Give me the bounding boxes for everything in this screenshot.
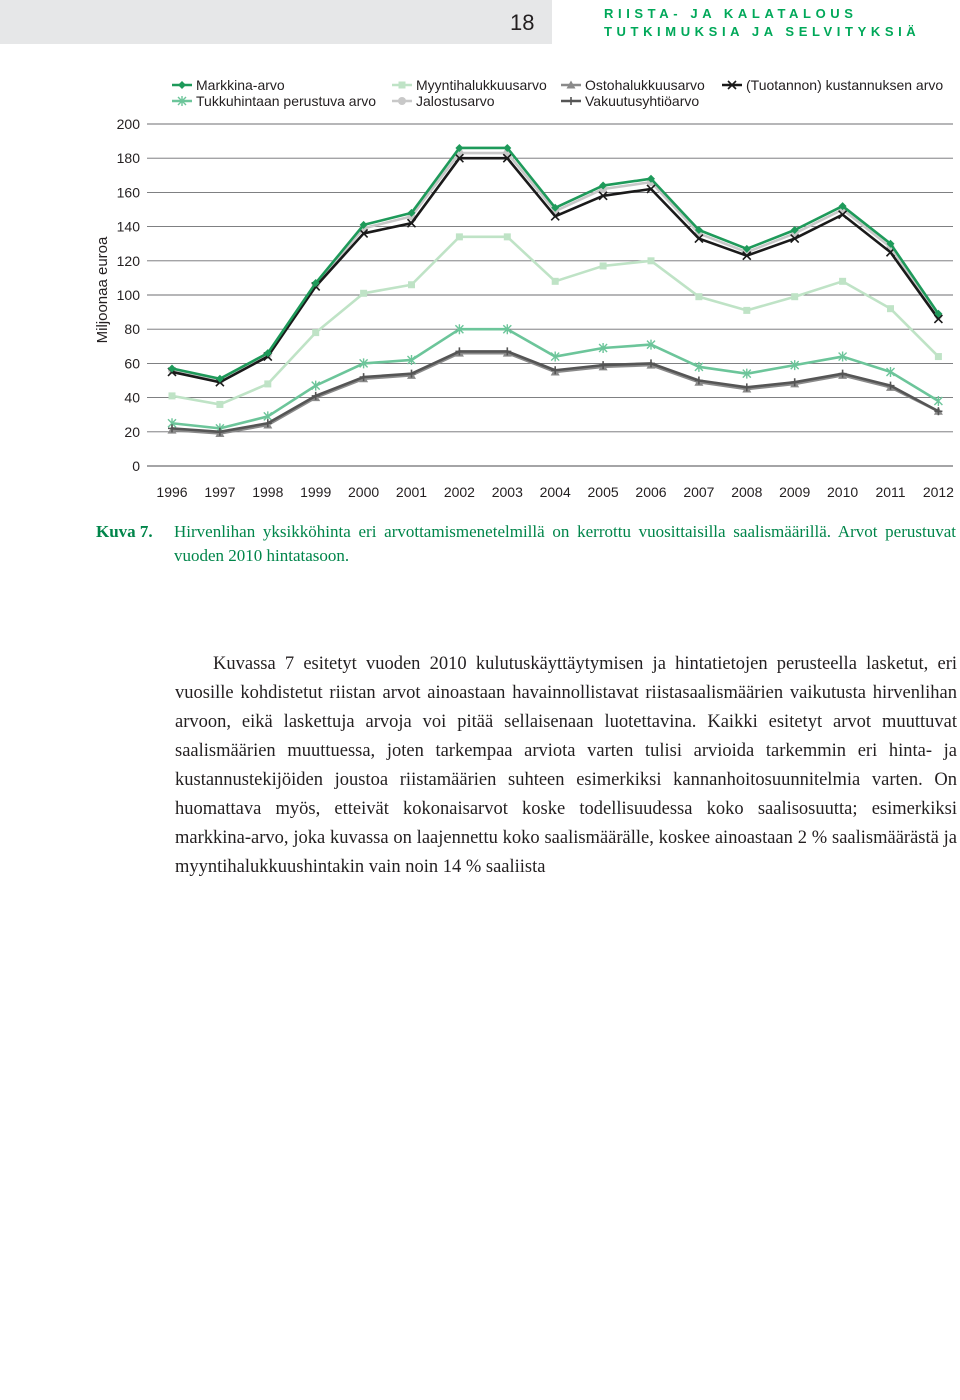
series-line <box>172 158 938 382</box>
caption-text: Hirvenlihan yksikköhinta eri arvottamismenetelmillä on kerrottu vuosittaisilla saalismäärillä. Arvot perustuvat vuoden 2010 hintatasoon. <box>174 522 956 565</box>
y-tick-label: 60 <box>124 355 140 372</box>
legend-label: Tukkuhintaan perustuva arvo <box>196 93 377 109</box>
y-tick-label: 160 <box>116 184 140 201</box>
chart-legend <box>172 77 943 109</box>
page-number: 18 <box>510 10 535 35</box>
data-point <box>456 233 463 240</box>
data-point <box>312 329 319 336</box>
legend-label: Myyntihalukkuusarvo <box>416 77 547 93</box>
y-tick-label: 40 <box>124 389 140 406</box>
x-tick-label: 2002 <box>443 484 475 500</box>
chart-series <box>168 144 943 437</box>
legend-label: (Tuotannon) kustannuksen arvo <box>746 77 944 93</box>
legend-entry <box>722 77 943 93</box>
series-jalostusarvo <box>168 149 942 384</box>
x-tick-label: 1998 <box>252 484 284 500</box>
y-tick-label: 200 <box>116 116 140 132</box>
data-point <box>567 97 575 105</box>
data-point <box>935 353 942 360</box>
legend-label: Markkina-arvo <box>196 77 285 93</box>
legend-entry <box>172 93 376 109</box>
x-tick-label: 1997 <box>204 484 236 500</box>
data-point <box>552 278 559 285</box>
series-line <box>172 153 938 380</box>
y-tick-label: 180 <box>116 150 140 167</box>
x-tick-label: 2009 <box>779 484 811 500</box>
data-point <box>648 257 655 264</box>
data-point <box>216 401 223 408</box>
caption-label: Kuva 7. <box>96 522 153 541</box>
series-markkina-arvo <box>168 144 942 383</box>
legend-entry <box>561 77 705 93</box>
data-point <box>600 262 607 269</box>
data-point <box>398 97 406 105</box>
x-tick-label: 2006 <box>635 484 667 500</box>
body-paragraph: Kuvassa 7 esitetyt vuoden 2010 kulutuskäyttäytymisen ja hintatietojen perusteella lasketut, eri vuosille kohdistetut riistan arvot ainoastaan havainnollistavat riistasaalismäärien vaikutusta hirvenlihan arvoon, eikä laskettuja arvoja voi pitää sellaisenaan luotettavina. Kaikki esitetyt arvot muuttuvat saalismäärien muuttuessa, joten tarkempaa arviota varten tulisi arvioida tarkemmin eri hinta- ja kustannustekijöiden joustoa riistamäärien suhteen esimerkiksi kannanhoitosuunnitelmia varten. On huomattava myös, etteivät kokonaisarvot koske todellisuudessa koko saalisosuutta; esimerkiksi markkina-arvo, joka kuvassa on laajennettu koko saalismäärälle, koskee ainoastaan 2 % saalismäärästä ja myyntihalukkuushintakin vain noin 14 % saaliista <box>175 654 957 877</box>
y-axis-ticks <box>117 116 141 474</box>
legend-entry <box>561 93 699 109</box>
data-point <box>743 307 750 314</box>
running-header-line2: TUTKIMUKSIA JA SELVITYKSIÄ <box>604 24 921 39</box>
legend-label: Jalostusarvo <box>416 93 495 109</box>
y-tick-label: 100 <box>116 287 140 303</box>
x-tick-label: 2010 <box>827 484 859 500</box>
data-point <box>399 82 406 89</box>
line-chart <box>0 60 960 500</box>
legend-label: Ostohalukkuusarvo <box>585 77 705 93</box>
data-point <box>791 293 798 300</box>
series-ostohalukkuusarvo <box>168 349 943 437</box>
data-point <box>178 81 186 89</box>
x-tick-label: 2008 <box>731 484 763 500</box>
data-point <box>887 305 894 312</box>
body-paragraph-block <box>175 650 957 882</box>
x-tick-label: 2004 <box>539 484 571 500</box>
data-point <box>408 281 415 288</box>
legend-label: Vakuutusyhtiöarvo <box>585 93 700 109</box>
x-tick-label: 2000 <box>348 484 380 500</box>
data-point <box>695 293 702 300</box>
y-tick-label: 20 <box>124 423 140 440</box>
x-tick-label: 1996 <box>156 484 188 500</box>
legend-entry <box>392 93 495 109</box>
data-point <box>839 278 846 285</box>
series-line <box>172 148 938 379</box>
series-myyntihalukkuusarvo <box>169 233 942 408</box>
running-header-line1: RIISTA- JA KALATALOUS <box>604 6 858 21</box>
x-axis-ticks <box>156 484 954 500</box>
x-tick-label: 2007 <box>683 484 715 500</box>
x-tick-label: 2012 <box>922 484 954 500</box>
legend-entry <box>392 77 547 93</box>
y-tick-label: 80 <box>124 321 140 338</box>
legend-entry <box>172 77 285 93</box>
x-tick-label: 2003 <box>491 484 523 500</box>
x-tick-label: 2005 <box>587 484 619 500</box>
data-point <box>169 392 176 399</box>
y-tick-label: 120 <box>116 252 140 269</box>
data-point <box>360 290 367 297</box>
y-tick-label: 140 <box>116 218 140 235</box>
x-tick-label: 1999 <box>300 484 332 500</box>
data-point <box>934 396 942 406</box>
data-point <box>504 233 511 240</box>
series-tuotannon-kustannuksen-arvo <box>168 154 942 386</box>
x-tick-label: 2011 <box>875 484 906 500</box>
page-number-box <box>0 0 552 44</box>
y-tick-label: 0 <box>132 458 140 474</box>
data-point <box>264 380 271 387</box>
x-tick-label: 2001 <box>395 484 428 500</box>
y-axis-label: Miljoonaa euroa <box>94 236 111 344</box>
